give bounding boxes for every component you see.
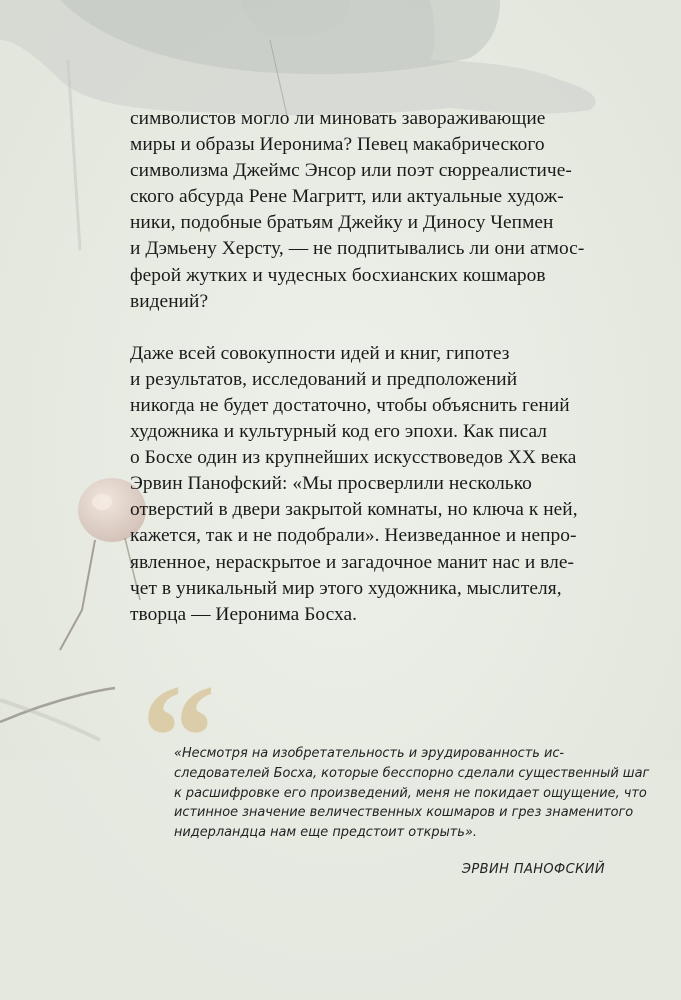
text-line: миры и образы Иеронима? Певец макабрического [130, 134, 545, 156]
quote-mark-icon: “ [141, 654, 216, 820]
quote-line: следователей Босха, которые бесспорно сделали существенный шаг [174, 765, 650, 781]
text-line: отверстий в двери закрытой комнаты, но ключа к ней, [130, 499, 578, 521]
text-line: о Босхе один из крупнейших искусствоведов XX века [130, 447, 577, 469]
quote-line: нидерландца нам еще предстоит открыть». [174, 825, 477, 841]
quote-line: к расшифровке его произведений, меня не покидает ощущение, что [174, 785, 647, 801]
text-line: кажется, так и не подобрали». Неизведанное и непро- [130, 525, 577, 547]
text-line: чет в уникальный мир этого художника, мыслителя, [130, 577, 562, 599]
text-line: художника и культурный код его эпохи. Как писал [130, 421, 548, 443]
main-text-column [130, 106, 600, 628]
text-line: видений? [130, 290, 209, 312]
text-line: Даже всей совокупности идей и книг, гипотез [130, 342, 510, 364]
epigraph-quote [174, 744, 650, 843]
quote-line: «Несмотря на изобретательность и эрудированность ис- [174, 746, 565, 761]
quote-line: истинное значение величественных кошмаров и грез знаменитого [174, 805, 634, 821]
text-line: Эрвин Панофский: «Мы просверлили несколько [130, 473, 532, 495]
text-line: творца — Иеронима Босха. [130, 603, 358, 625]
text-line: ского абсурда Рене Магритт, или актуальные худож- [130, 186, 564, 208]
quote-author: ЭРВИН ПАНОФСКИЙ [461, 862, 605, 877]
text-line: и Дэмьену Херсту, — не подпитывались ли они атмос- [130, 238, 585, 260]
text-line: символизма Джеймс Энсор или поэт сюрреалистиче- [130, 160, 572, 182]
text-line: ферой жутких и чудесных босхианских кошмаров [130, 264, 546, 286]
text-line: ники, подобные братьям Джейку и Диносу Чепмен [130, 212, 554, 234]
text-line: и результатов, исследований и предположений [130, 368, 518, 390]
text-line: явленное, нераскрытое и загадочное манит нас и вле- [130, 551, 575, 573]
text-line: никогда не будет достаточно, чтобы объяснить гений [130, 394, 570, 416]
text-line: символистов могло ли миновать завораживающие [130, 108, 546, 129]
paragraph-2 [130, 341, 600, 628]
paragraph-1 [130, 106, 600, 315]
